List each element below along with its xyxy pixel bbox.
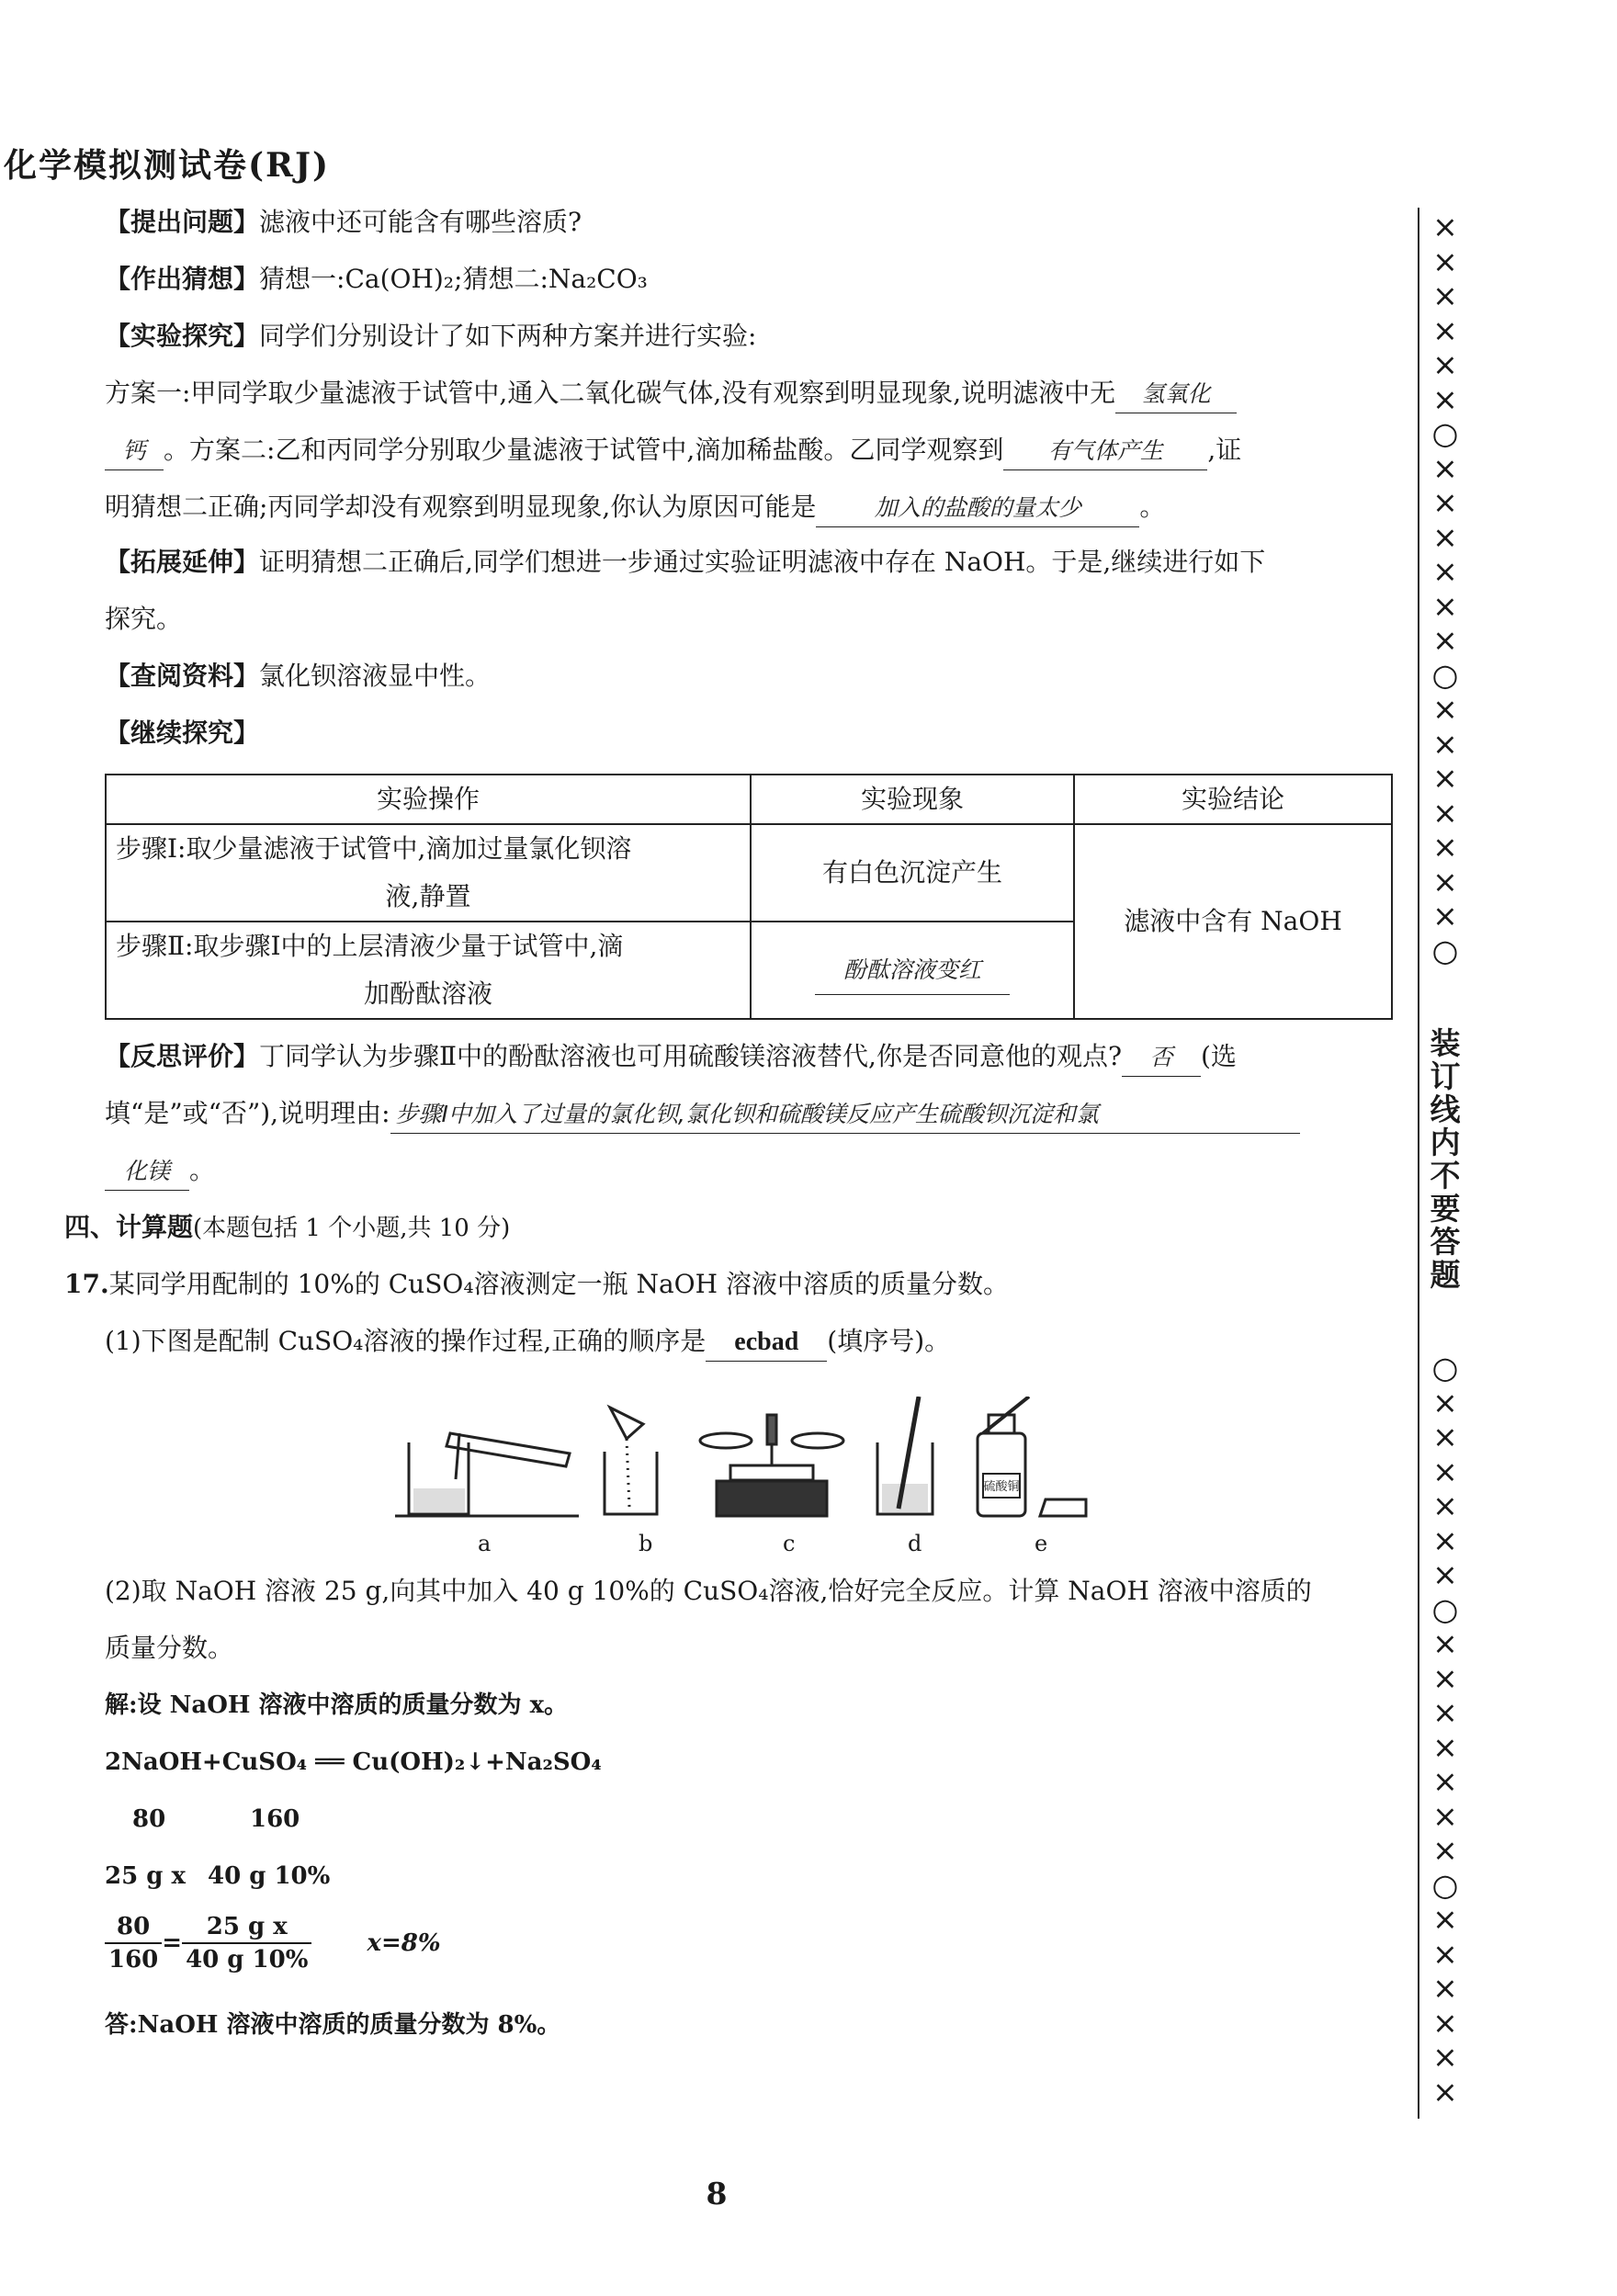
plan-line-2 [105,432,1241,470]
cell-text: 步骤Ⅰ:取少量滤液于试管中,滴加过量氯化钡溶 [116,833,632,864]
paragraph-text: 证明猜想二正确后,同学们想进一步通过实验证明滤液中存在 NaOH。于是,继续进行如下 [259,547,1266,577]
paragraph-text: (选 [1200,1041,1237,1071]
solution-answer: 答:NaOH 溶液中溶质的质量分数为 8%。 [105,2011,561,2039]
fraction-numerator: 25 g x [182,1911,311,1944]
plan-text: 明猜想二正确;丙同学却没有观察到明显现象,你认为原因可能是 [105,492,817,522]
reference-paragraph [105,658,491,695]
extension-line-1 [105,544,1265,581]
section-tag: 【拓展延伸】 [105,547,260,577]
section-title: 四、计算题 [64,1212,194,1242]
question-17 [64,1266,1009,1303]
paragraph-text: 。 [189,1155,216,1185]
section-tag: 【实验探究】 [105,321,260,351]
bottle-label: 硫酸铜 [983,1480,1020,1494]
fraction-numerator: 80 [105,1911,162,1944]
table-cell [106,824,751,922]
section-tag: 【继续探究】 [105,718,260,748]
fraction-denominator: 40 g 10% [186,1946,309,1974]
table-row [106,824,1392,922]
figure-e-reagent-bottle [978,1397,1086,1516]
table-cell [106,922,751,1019]
cell-text: 步骤Ⅱ:取步骤Ⅰ中的上层清液少量于试管中,滴 [116,931,624,961]
answer-blank-1-cont: 钙 [105,433,164,470]
fraction-denominator: 160 [108,1946,159,1974]
paragraph-text: 填“是”或“否”),说明理由: [105,1098,390,1128]
reflection-line-1 [105,1038,1237,1077]
paragraph-text: 丁同学认为步骤Ⅱ中的酚酞溶液也可用硫酸镁溶液替代,你是否同意他的观点? [259,1041,1122,1071]
solution-equation: 2NaOH+CuSO₄ ══ Cu(OH)₂↓+Na₂SO₄ [105,1748,602,1776]
figure-label: b [639,1531,653,1556]
figure-label: a [478,1531,492,1556]
experiment-table [105,774,1393,1020]
paragraph-text: 同学们分别设计了如下两种方案并进行实验: [259,321,757,351]
question-17-part-1 [105,1323,950,1362]
figure-b-weighing-paper [605,1408,657,1514]
question-paragraph [105,204,582,241]
experiment-paragraph [105,318,756,355]
hypothesis-paragraph [105,261,648,298]
figure-label: c [783,1531,796,1556]
plan-line-1 [105,375,1237,413]
extension-line-2: 探究。 [105,604,183,634]
molar-mass-cuso4: 160 [250,1805,300,1833]
section-note: (本题包括 1 个小题,共 10 分) [193,1215,511,1242]
cell-text: 液,静置 [385,881,471,911]
question-text: (填序号)。 [827,1326,951,1356]
answer-blank-2: 有气体产生 [1003,433,1207,470]
quantity-cuso4: 40 g 10% [208,1862,331,1890]
figure-a-pouring [395,1433,579,1516]
page-header-title: 化学模拟测试卷(RJ) [4,146,331,185]
plan-text: 。方案二:乙和丙同学分别取少量滤液于试管中,滴加稀盐酸。乙同学观察到 [164,435,1004,465]
binding-notice: 装 订 线 内 不 要 答 题 [1430,1025,1461,1293]
quantity-naoh: 25 g x [105,1862,186,1890]
solution-setup: 解:设 NaOH 溶液中溶质的质量分数为 x。 [105,1691,569,1719]
figure-d-stirring [877,1397,933,1514]
molar-mass-naoh: 80 [132,1805,166,1833]
answer-blank-3: 加入的盐酸的量太少 [816,490,1139,527]
table-header: 实验现象 [751,775,1074,824]
binding-marks-top [1427,209,1464,967]
table-header-row [106,775,1392,824]
binding-marks-text: × × × × × × ○ × × × × × × ○ × × × × × × × ○ [1431,209,1459,968]
reflection-line-2 [105,1095,1300,1134]
section-4-heading [64,1209,510,1247]
binding-rule-line [1418,208,1419,2119]
plan-line-3 [105,489,1165,527]
reflection-line-3 [105,1152,215,1191]
solution-result: x=8% [367,1929,441,1957]
figure-label: d [908,1531,922,1556]
table-cell-conclusion: 滤液中含有 NaOH [1074,824,1392,1019]
table-header: 实验操作 [106,775,751,824]
plan-text: 方案一:甲同学取少量滤液于试管中,通入二氧化碳气体,没有观察到明显现象,说明滤液中无 [105,378,1116,408]
section-tag: 【反思评价】 [105,1041,260,1071]
section-tag: 【提出问题】 [105,207,260,237]
paragraph-text: 滤液中还可能含有哪些溶质? [259,207,582,237]
page-number: 8 [706,2176,728,2211]
figure-label: e [1035,1531,1048,1556]
answer-blank-order: ecbad [706,1324,827,1362]
table-cell [751,922,1074,1019]
section-tag: 【查阅资料】 [105,661,260,691]
binding-marks-text: ○ × × × × × × ○ × × × × × × × ○ × × × × × × [1431,1350,1459,2109]
question-17-part-2-line-1: (2)取 NaOH 溶液 25 g,向其中加入 40 g 10%的 CuSO₄溶液,恰好完全反应。计算 NaOH 溶液中溶质的 [105,1576,1312,1606]
plan-text: 。 [1139,492,1166,522]
table-cell: 有白色沉淀产生 [751,824,1074,922]
continue-heading [105,715,259,752]
answer-blank-5: 步骤Ⅰ中加入了过量的氯化钡,氯化钡和硫酸镁反应产生硫酸钡沉淀和氯 [390,1096,1300,1134]
equals-sign: = [162,1929,183,1957]
cell-text: 加酚酞溶液 [363,978,492,1009]
answer-blank-1: 氢氧化 [1115,376,1237,413]
answer-blank-5-cont: 化镁 [105,1153,189,1191]
binding-marks-bottom [1427,1351,1464,2109]
figure-c-balance [700,1415,843,1516]
fraction [105,1911,162,1975]
paragraph-text: 氯化钡溶液显中性。 [259,661,492,691]
answer-blank-phenomenon: 酚酞溶液变红 [815,946,1010,995]
solution-proportion [105,1911,441,1975]
question-number: 17. [64,1269,109,1299]
table-header: 实验结论 [1074,775,1392,824]
lab-operations-figure [395,1397,1112,1525]
section-tag: 【作出猜想】 [105,264,260,294]
question-text: 某同学用配制的 10%的 CuSO₄溶液测定一瓶 NaOH 溶液中溶质的质量分数。 [108,1269,1009,1299]
question-text: (1)下图是配制 CuSO₄溶液的操作过程,正确的顺序是 [105,1326,707,1356]
fraction [182,1911,311,1975]
paragraph-text: 猜想一:Ca(OH)₂;猜想二:Na₂CO₃ [259,264,648,294]
question-17-part-2-line-2: 质量分数。 [105,1633,234,1663]
plan-text: ,证 [1207,435,1242,465]
answer-blank-4: 否 [1122,1039,1201,1077]
